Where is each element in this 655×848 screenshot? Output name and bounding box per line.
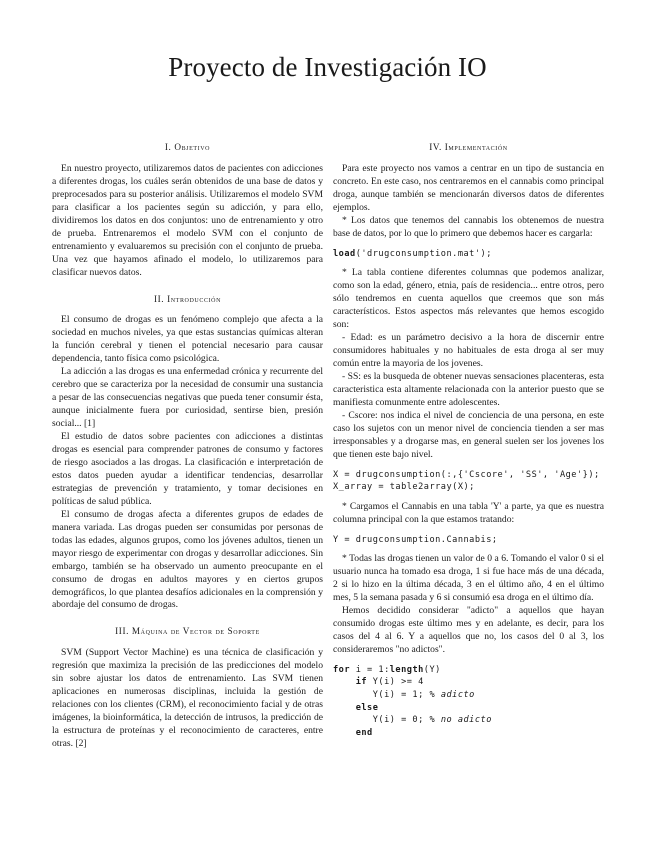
code-comment-adicto: % adicto bbox=[429, 690, 475, 701]
implementacion-paragraph-cscore: - Cscore: nos indica el nivel de conciencia de una persona, en este caso los sujetos con un menor nivel de conciencia tienden a ser mas irresponsables y a drogarse mas, en general suelen ser los jovenes los que tienen este bajo nivel. bbox=[333, 409, 604, 460]
introduccion-paragraph-4: El consumo de drogas afecta a diferentes grupos de edades de manera variada. Las drogas pueden ser consumidas por personas de todas las edades, algunos grupos, como los jóvenes adultos, tienen un mayor riesgo de experimentar con drogas y desarrollar adicciones. Sin embargo, también se ha observado un aumento preocupante en el consumo de drogas en adultos mayores y en ciertos grupos demográficos, lo que plantea desafíos adicionales en la comprensión y abordaje del consumo de drogas. bbox=[52, 508, 323, 611]
code-keyword-else: else bbox=[355, 702, 379, 713]
code-line-x-array: X_array = table2array(X); bbox=[333, 482, 475, 493]
code-load-args: ('drugconsumption.mat'); bbox=[355, 248, 492, 259]
code-for-range: i = 1: bbox=[350, 664, 390, 675]
introduccion-paragraph-1: El consumo de drogas es un fenómeno complejo que afecta a la sociedad en muchos niveles, ya que estas sustancias químicas alteran la función cerebral y tienen el potencial necesario para causar dependencia, tanto física como psicológica. bbox=[52, 314, 323, 365]
code-comment-no-adicto: % no adicto bbox=[429, 715, 492, 726]
implementacion-paragraph-adicto: Hemos decidido considerar "adicto" a aquellos que hayan consumido drogas este último mes y en adelante, es decir, para los casos del 4 al 6. Y a aquellos que no, los casos del 0 al 3, los consideraremos "no adictos". bbox=[333, 605, 604, 655]
svm-paragraph-1: SVM (Support Vector Machine) es una técnica de clasificación y regresión que maximiza la precisión de las predicciones del modelo sin sobre ajustar los datos de entrenamiento. Las SVM tienen aplicaciones en numerosas disciplinas, incluida la gestión de relaciones con los clientes (CRM), el reconocimiento facial y de otras imágenes, la bioinformática, la detección de intrusos, la predicción de la estructura de proteínas y el reconocimiento de caracteres, entre otras. [2] bbox=[52, 647, 323, 750]
implementacion-paragraph-values: * Todas las drogas tienen un valor de 0 a 6. Tomando el valor 0 si el usuario nunca ha tomado esa droga, 1 si fue hace más de una década, 2 si lo hizo en la última década, 3 en el último año, 4 en el último mes, 5 la semana pasada y 6 si consumió esa droga en el último día. bbox=[333, 553, 604, 604]
code-line-x: X = drugconsumption(:,{'Cscore', 'SS', 'Age'}); bbox=[333, 469, 600, 480]
section-heading-objetivo: I. Objetivo bbox=[164, 142, 211, 152]
section-heading-introduccion: II. Introducción bbox=[153, 293, 222, 304]
code-keyword-if: if bbox=[355, 677, 368, 688]
code-keyword-for: for bbox=[333, 664, 351, 675]
implementacion-paragraph-edad: - Edad: es un parámetro decisivo a la hora de discernir entre consumidores habituales y no habituales de esta droga al ser muy común entre la mayoria de los jovenes. bbox=[333, 332, 604, 369]
implementacion-paragraph-1: Para este proyecto nos vamos a centrar en un tipo de sustancia en concreto. En este caso, nos centraremos en el cannabis como principal droga, aunque también se mencionarán diversos datos de diferentes ejemplos. bbox=[333, 162, 604, 213]
code-if-condition: Y(i) >= 4 bbox=[367, 677, 424, 688]
code-line-y: Y = drugconsumption.Cannabis; bbox=[333, 534, 498, 545]
objetivo-paragraph-1: En nuestro proyecto, utilizaremos datos de pacientes con adicciones a diferentes drogas, los cuáles serán obtenidos de una base de datos y preprocesados para su posterior análisis. Utilizaremos el modelo SVM para clasificar a los pacientes según su adicción, y para ello, dividiremos los datos en dos conjuntos: uno de entrenamiento y otro de prueba. Entrenaremos el modelo SVM con el conjunto de entrenamiento y evaluaremos su precisión con el conjunto de prueba. Una vez que hayamos afinado el modelo, lo utilizaremos para clasificar nuevos datos. bbox=[52, 162, 323, 278]
paper-title: Proyecto de Investigación IO bbox=[168, 52, 487, 82]
code-for-arg: (Y) bbox=[423, 664, 441, 675]
right-column bbox=[333, 141, 604, 746]
code-assign-no-adicto: Y(i) = 0; bbox=[372, 715, 430, 726]
implementacion-paragraph-2: * Los datos que tenemos del cannabis los obtenemos de nuestra base de datos, por lo que lo primero que debemos hacer es cargarla: bbox=[333, 214, 604, 239]
code-keyword-length: length bbox=[389, 664, 424, 675]
code-classification-loop bbox=[333, 664, 604, 740]
code-load-data bbox=[333, 248, 604, 261]
code-select-columns bbox=[333, 469, 604, 494]
section-heading-implementacion: IV. Implementación bbox=[429, 142, 508, 152]
implementacion-paragraph-3: * La tabla contiene diferentes columnas que podemos analizar, como son la edad, género, etnia, país de residencia... entre otros, pero sólo tendremos en cuenta aquellos que creemos que son más característicos. Estos aspectos más relevantes que hemos escogido son: bbox=[333, 267, 604, 331]
left-column bbox=[52, 141, 323, 751]
implementacion-paragraph-ss: - SS: es la busqueda de obtener nuevas sensaciones placenteras, esta caracteristica esta altamente relacionada con la anterior puesto que se manifiesta comunmente entre adolescentes. bbox=[333, 370, 604, 408]
section-heading-svm: III. Máquina de Vector de Soporte bbox=[115, 626, 260, 637]
code-assign-adicto: Y(i) = 1; bbox=[372, 690, 430, 701]
introduccion-paragraph-3: El estudio de datos sobre pacientes con adicciones a distintas drogas es esencial para comprender patrones de consumo y factores de riesgo asociados a las drogas. La clasificación e interpretación de estos datos pueden ayudar a identificar tendencias, desarrollar estrategias de prevención y tratamiento, y tomar decisiones en políticas de salud pública. bbox=[52, 431, 323, 507]
introduccion-paragraph-2: La adicción a las drogas es una enfermedad crónica y recurrente del cerebro que se caracteriza por la necesidad de consumir una sustancia a pesar de las consecuencias negativas que pueda tener consumir ésta, aunque inicialmente fuera por curiosidad, sentirse bien, presión social... [1] bbox=[52, 366, 323, 430]
code-keyword-end: end bbox=[355, 727, 373, 738]
code-cannabis-column bbox=[333, 534, 604, 547]
implementacion-paragraph-cannabis: * Cargamos el Cannabis en una tabla 'Y' a parte, ya que es nuestra columna principal con la que estamos tratando: bbox=[333, 500, 604, 525]
code-keyword-load: load bbox=[333, 248, 356, 259]
